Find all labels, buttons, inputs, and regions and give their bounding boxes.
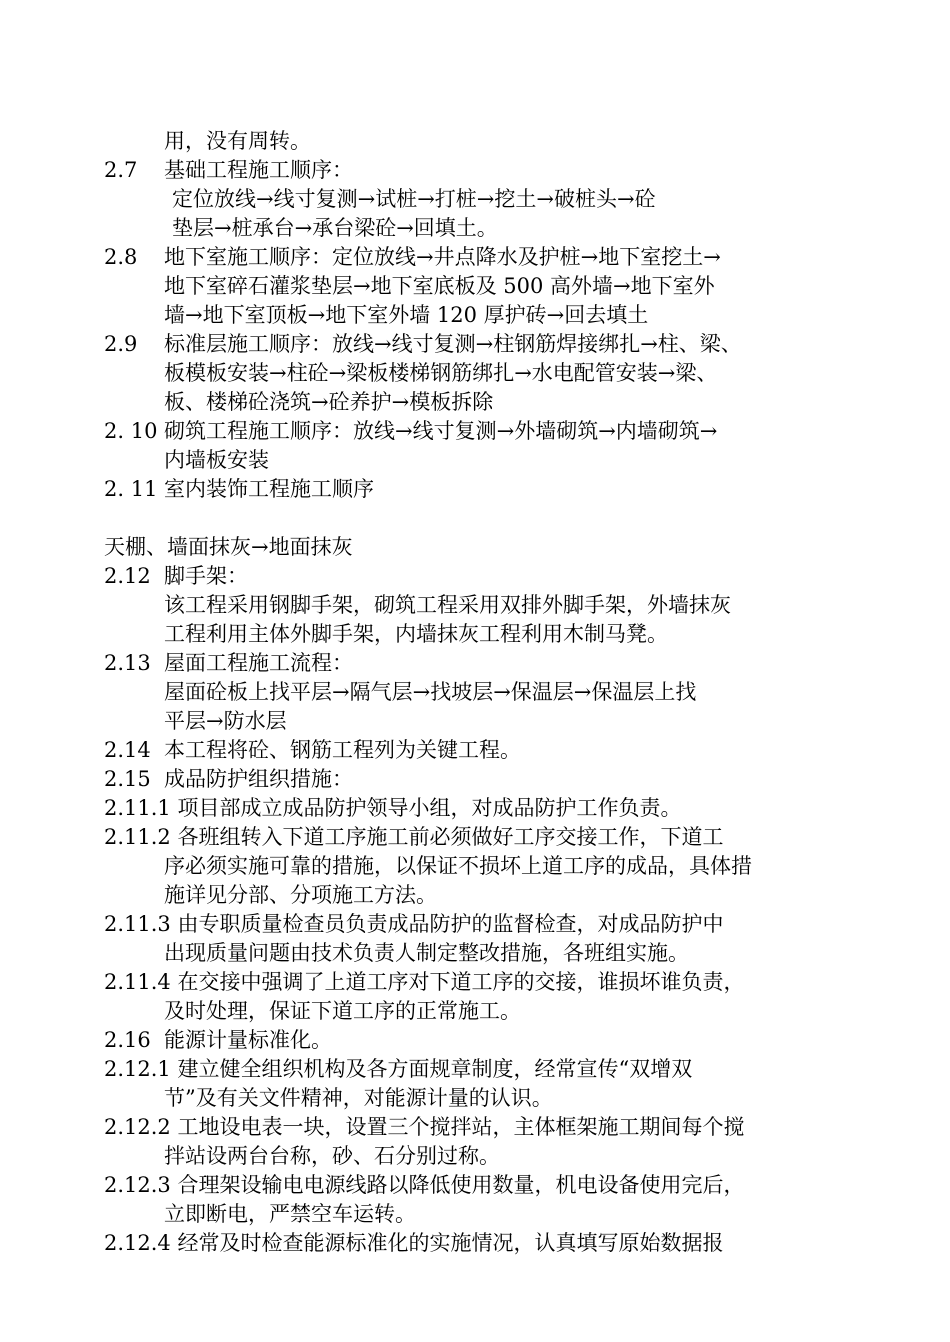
line-text: 室内装饰工程施工顺序 <box>164 477 374 501</box>
text-line <box>104 939 849 968</box>
line-text: 标准层施工顺序：放线→线寸复测→柱钢筋焊接绑扎→柱、梁、 <box>164 332 742 356</box>
line-text: 出现质量问题由技术负责人制定整改措施，各班组实施。 <box>164 941 689 965</box>
text-line <box>104 446 849 475</box>
text-line <box>104 533 849 562</box>
section-heading <box>104 330 849 359</box>
line-text: 2.12.1 建立健全组织机构及各方面规章制度，经常宣传“双增双 <box>104 1057 693 1081</box>
section-heading <box>104 475 849 504</box>
text-line <box>104 678 849 707</box>
text-line <box>104 591 849 620</box>
section-number: 2.9 <box>104 332 138 356</box>
text-line <box>104 620 849 649</box>
blank-line <box>104 504 849 533</box>
line-text: 板、楼梯砼浇筑→砼养护→模板拆除 <box>164 390 494 414</box>
text-line <box>104 1084 849 1113</box>
document-body <box>104 127 849 1258</box>
line-text: 2.11.4 在交接中强调了上道工序对下道工序的交接，谁损坏谁负责， <box>104 970 745 994</box>
section-heading <box>104 649 849 678</box>
line-text: 地下室碎石灌浆垫层→地下室底板及 500 高外墙→地下室外 <box>164 274 715 298</box>
text-line <box>104 301 849 330</box>
section-number: 2.8 <box>104 245 138 269</box>
line-text: 屋面工程施工流程： <box>164 651 353 675</box>
line-text: 施详见分部、分项施工方法。 <box>164 883 437 907</box>
numbered-item <box>104 1055 849 1084</box>
line-text: 2.12.2 工地设电表一块，设置三个搅拌站，主体框架施工期间每个搅 <box>104 1115 745 1139</box>
line-text: 本工程将砼、钢筋工程列为关键工程。 <box>164 738 521 762</box>
line-text: 成品防护组织措施： <box>164 767 353 791</box>
numbered-item <box>104 910 849 939</box>
line-text: 2.11.2 各班组转入下道工序施工前必须做好工序交接工作，下道工 <box>104 825 724 849</box>
section-number: 2.12 <box>104 564 151 588</box>
text-line <box>104 359 849 388</box>
text-line <box>104 1200 849 1229</box>
line-text: 能源计量标准化。 <box>164 1028 332 1052</box>
line-text: 垫层→桩承台→承台梁砼→回填土。 <box>172 216 498 240</box>
line-text: 节”及有关文件精神，对能源计量的认识。 <box>164 1086 553 1110</box>
line-text: 2.11.1 项目部成立成品防护领导小组，对成品防护工作负责。 <box>104 796 682 820</box>
numbered-item <box>104 968 849 997</box>
line-text: 砌筑工程施工顺序：放线→线寸复测→外墙砌筑→内墙砌筑→ <box>164 419 718 443</box>
section-heading <box>104 156 849 185</box>
line-text: 脚手架： <box>164 564 248 588</box>
text-line <box>104 997 849 1026</box>
section-heading <box>104 736 849 765</box>
line-text: 屋面砼板上找平层→隔气层→找坡层→保温层→保温层上找 <box>164 680 697 704</box>
line-text: 2.11.3 由专职质量检查员负责成品防护的监督检查，对成品防护中 <box>104 912 724 936</box>
text-line <box>104 127 849 156</box>
line-text: 2.12.3 合理架设输电电源线路以降低使用数量，机电设备使用完后， <box>104 1173 745 1197</box>
line-text: 墙→地下室顶板→地下室外墙 120 厚护砖→回去填土 <box>164 303 649 327</box>
numbered-item <box>104 1229 849 1258</box>
text-line <box>104 852 849 881</box>
line-text: 立即断电，严禁空车运转。 <box>164 1202 416 1226</box>
section-number: 2.13 <box>104 651 151 675</box>
section-heading <box>104 1026 849 1055</box>
line-text: 拌站设两台台称，砂、石分别过称。 <box>164 1144 500 1168</box>
line-text: 及时处理，保证下道工序的正常施工。 <box>164 999 521 1023</box>
numbered-item <box>104 1171 849 1200</box>
section-heading <box>104 243 849 272</box>
line-text: 天棚、墙面抹灰→地面抹灰 <box>104 535 353 559</box>
text-line <box>104 388 849 417</box>
line-text: 序必须实施可靠的措施，以保证不损坏上道工序的成品，具体措 <box>164 854 752 878</box>
text-line <box>104 272 849 301</box>
section-number: 2.16 <box>104 1028 151 1052</box>
line-text: 内墙板安装 <box>164 448 269 472</box>
numbered-item <box>104 794 849 823</box>
section-number: 2. 11 <box>104 477 158 501</box>
line-text: 地下室施工顺序：定位放线→井点降水及护桩→地下室挖土→ <box>164 245 721 269</box>
line-text: 定位放线→线寸复测→试桩→打桩→挖土→破桩头→砼 <box>172 187 656 211</box>
section-heading <box>104 765 849 794</box>
section-heading <box>104 562 849 591</box>
section-number: 2.14 <box>104 738 151 762</box>
text-line <box>104 1142 849 1171</box>
section-number: 2.7 <box>104 158 138 182</box>
line-text: 板模板安装→柱砼→梁板楼梯钢筋绑扎→水电配管安装→梁、 <box>164 361 718 385</box>
text-line <box>104 881 849 910</box>
line-text: 该工程采用钢脚手架，砌筑工程采用双排外脚手架，外墙抹灰 <box>164 593 731 617</box>
text-line <box>104 185 849 214</box>
numbered-item <box>104 1113 849 1142</box>
line-text: 工程利用主体外脚手架，内墙抹灰工程利用木制马凳。 <box>164 622 668 646</box>
line-text: 2.12.4 经常及时检查能源标准化的实施情况，认真填写原始数据报 <box>104 1231 724 1255</box>
section-number: 2. 10 <box>104 419 158 443</box>
line-text: 用，没有周转。 <box>164 129 311 153</box>
section-number: 2.15 <box>104 767 151 791</box>
numbered-item <box>104 823 849 852</box>
text-line <box>104 214 849 243</box>
text-line <box>104 707 849 736</box>
line-text: 平层→防水层 <box>164 709 287 733</box>
line-text: 基础工程施工顺序： <box>164 158 353 182</box>
section-heading <box>104 417 849 446</box>
